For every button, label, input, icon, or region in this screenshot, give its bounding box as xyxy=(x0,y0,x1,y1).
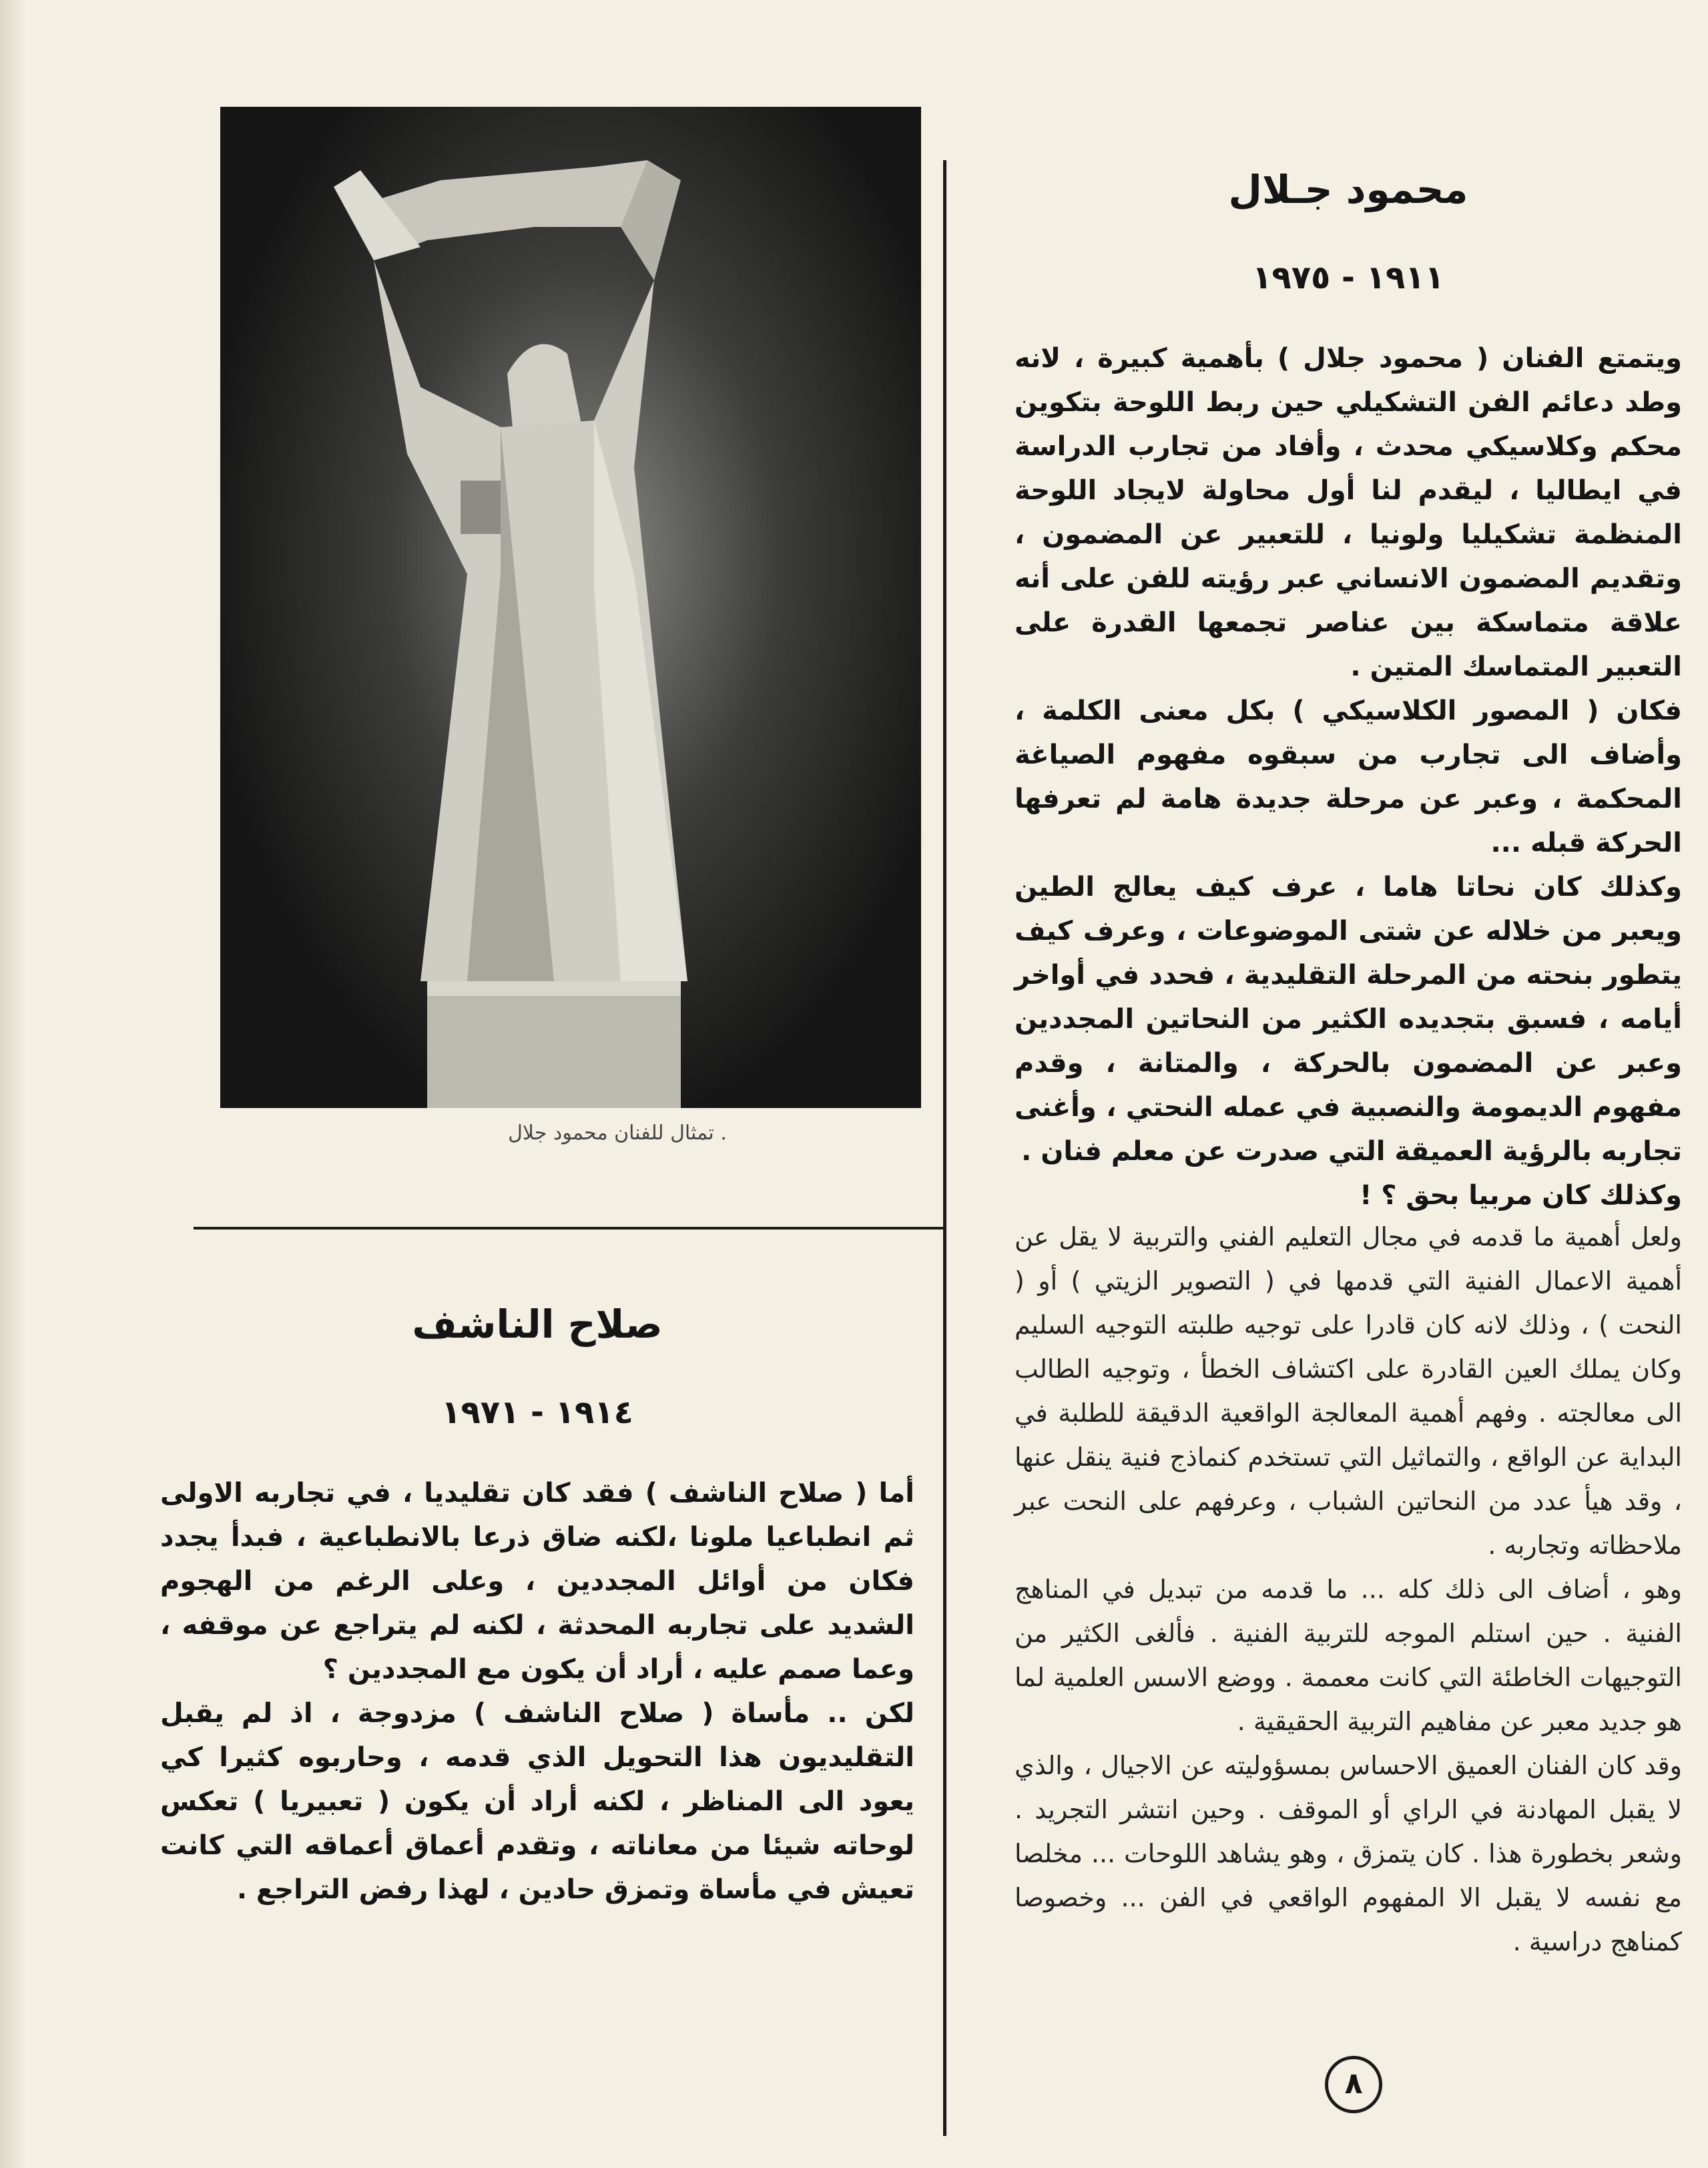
paragraph: ويتمتع الفنان ( محمود جلال ) بأهمية كبيرة ، لانه وطد دعائم الفن التشكيلي حين ربط اللوحة بتكوين محكم وكلاسيكي محدث ، وأفاد من تجارب الدراسة في ايطاليا ، ليقدم لنا أول محاولة لايجاد اللوحة المنظمة تشكيليا ولونيا ، للتعبير عن المضمون ، وتقديم المضمون الانساني عبر رؤيته للفن على أنه علاقة متماسكة بين عناصر تجمعها القدرة على التعبير المتماسك المتين . xyxy=(1015,343,1682,682)
column-divider xyxy=(943,160,946,2136)
page-number: ٨ xyxy=(1325,2056,1382,2113)
page-edge xyxy=(0,0,27,2168)
article-salah-nashef xyxy=(160,1302,914,1912)
photo-caption: تمثال للفنان محمود جلال . xyxy=(508,1121,727,1145)
paragraph: وكذلك كان مربيا بحق ؟ ! xyxy=(1360,1180,1682,1211)
article-years: ١٩١١ - ١٩٧٥ xyxy=(1252,259,1444,296)
article-title: صلاح الناشف xyxy=(412,1302,663,1347)
paragraph: أما ( صلاح الناشف ) فقد كان تقليديا ، في تجاربه الاولى ثم انطباعيا ملونا ،لكنه ضاق ذرعا بالانطباعية ، فبدأ يجدد فكان من أوائل المجددين ، وعلى الرغم من الهجوم الشديد على تجاربه المحدثة ، لكنه لم يتراجع عن موقفه ، وعما صمم عليه ، أراد أن يكون مع المجددين ؟ xyxy=(160,1478,914,1685)
article-continuation xyxy=(1015,1215,1682,1964)
paragraph: وهو ، أضاف الى ذلك كله ... ما قدمه من تبديل في المناهج الفنية . حين استلم الموجه للتربية الفنية . فألغى الكثير من التوجيهات الخاطئة التي كانت معممة . ووضع الاسس العلمية لما هو جديد معبر عن مفاهيم التربية الحقيقية . xyxy=(1015,1575,1682,1736)
paragraph: لكن .. مأساة ( صلاح الناشف ) مزدوجة ، اذ لم يقبل التقليديون هذا التحويل الذي قدمه ، وحاربوه كثيرا كي يعود الى المناظر ، لكنه أراد أن يكون ( تعبيريا ) تعكس لوحاته شيئا من معاناته ، وتقدم أعماق أعماقه التي كانت تعيش في مأساة وتمزق حادين ، لهذا رفض التراجع . xyxy=(160,1698,914,1905)
sculpture-photo xyxy=(220,107,921,1108)
article-title: محمود جـلال xyxy=(1228,167,1468,212)
section-divider xyxy=(194,1227,946,1230)
paragraph: ولعل أهمية ما قدمه في مجال التعليم الفني والتربية لا يقل عن أهمية الاعمال الفنية التي قدمها في ( التصوير الزيتي ) أو ( النحت ) ، وذلك لانه كان قادرا على توجيه طلبته التوجيه السليم وكان يملك العين القادرة على اكتشاف الخطأ ، وتوجيه الطالب الى معالجته . وفهم أهمية المعالجة الواقعية الدقيقة للطلبة في البداية عن الواقع ، والتماثيل التي تستخدم كنماذج فنية ينقل عنها ، وقد هيأ عدد من النحاتين الشباب ، وعرفهم على النحت عبر ملاحظاته وتجاربه . xyxy=(1015,1222,1682,1560)
paragraph: فكان ( المصور الكلاسيكي ) بكل معنى الكلمة ، وأضاف الى تجارب من سبقوه مفهوم الصياغة المحكمة ، وعبر عن مرحلة جديدة هامة لم تعرفها الحركة قبله ... xyxy=(1015,696,1682,858)
article-years: ١٩١٤ - ١٩٧١ xyxy=(441,1394,633,1431)
paragraph: وقد كان الفنان العميق الاحساس بمسؤوليته عن الاجيال ، والذي لا يقبل المهادنة في الراي أو الموقف . وحين انتشر التجريد . وشعر بخطورة هذا . كان يتمزق ، وهو يشاهد اللوحات ... مخلصا مع نفسه لا يقبل الا المفهوم الواقعي في الفن ... وخصوصا كمناهج دراسية . xyxy=(1015,1751,1682,1956)
article-mahmoud-jalal xyxy=(1015,167,1682,1217)
paragraph: وكذلك كان نحاتا هاما ، عرف كيف يعالج الطين ويعبر من خلاله عن شتى الموضوعات ، وعرف كيف يتطور بنحته من المرحلة التقليدية ، فحدد في أواخر أيامه ، فسبق بتجديده الكثير من النحاتين المجددين وعبر عن المضمون بالحركة ، والمتانة ، وقدم مفهوم الديمومة والنصبية في عمله النحتي ، وأغنى تجاربه بالرؤية العميقة التي صدرت عن معلم فنان . xyxy=(1015,872,1682,1167)
sculpture-image xyxy=(220,107,921,1108)
